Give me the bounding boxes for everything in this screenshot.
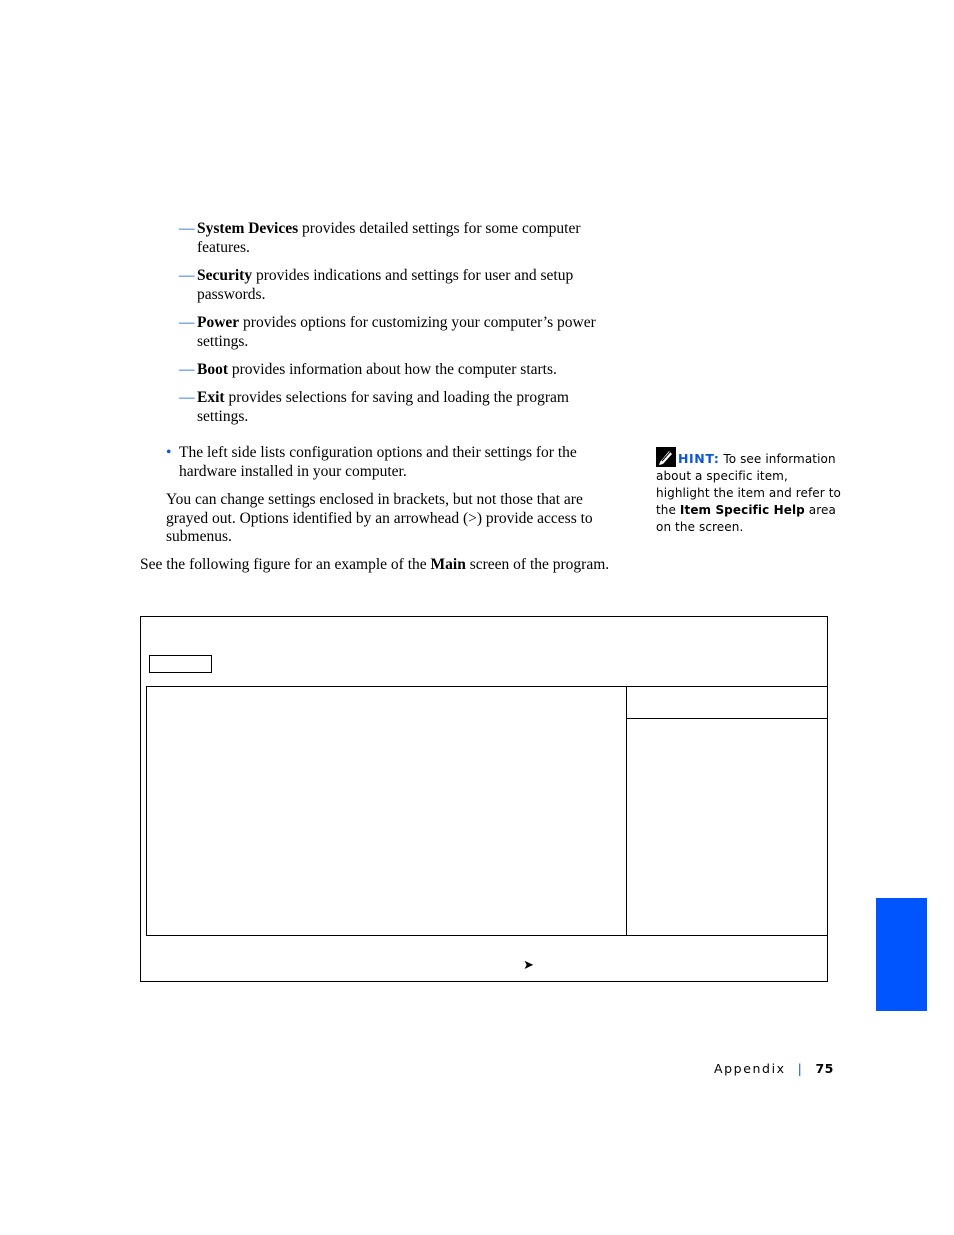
paragraph-settings: You can change settings enclosed in brackets, but not those that are grayed out. Options identified by an arrowhead (>) provide access to submenus.	[166, 491, 593, 545]
help-panel-header-divider	[626, 718, 827, 719]
bullet-item-left-side: • The left side lists configuration options and their settings for the hardware installed in your computer.	[166, 444, 577, 480]
term: Security	[197, 267, 253, 284]
options-panel	[146, 686, 827, 936]
list-item-system-devices: — System Devices provides detailed settings for some computer features.	[179, 220, 581, 256]
page-footer	[714, 1061, 834, 1076]
arrowhead-icon: ➤	[523, 958, 534, 973]
hint-label: HINT:	[678, 451, 720, 466]
term: Boot	[197, 361, 228, 378]
footer-separator: |	[797, 1061, 804, 1076]
term: Power	[197, 314, 240, 331]
page-number: 75	[815, 1061, 834, 1076]
figure-intro: See the following figure for an example of the Main screen of the program.	[140, 556, 610, 573]
pencil-icon	[656, 447, 676, 467]
list-item-exit: — Exit provides selections for saving and loading the program settings.	[179, 389, 569, 425]
menu-tab-main	[149, 655, 212, 673]
list-item-power: — Power provides options for customizing your computer’s power settings.	[179, 314, 596, 350]
list-item-boot: — Boot provides information about how the computer starts.	[179, 361, 557, 378]
term: Exit	[197, 389, 225, 406]
list-item-security: — Security provides indications and settings for user and setup passwords.	[179, 267, 574, 303]
chapter-side-tab	[876, 898, 927, 1011]
term: System Devices	[197, 220, 299, 237]
footer-section: Appendix	[714, 1061, 786, 1076]
panel-divider	[626, 686, 627, 935]
hint-note: HINT: To see information about a specific item, highlight the item and refer to the Item Specific Help area on the screen.	[656, 447, 841, 536]
bullet-icon: •	[166, 444, 172, 461]
term: Main	[430, 556, 466, 573]
